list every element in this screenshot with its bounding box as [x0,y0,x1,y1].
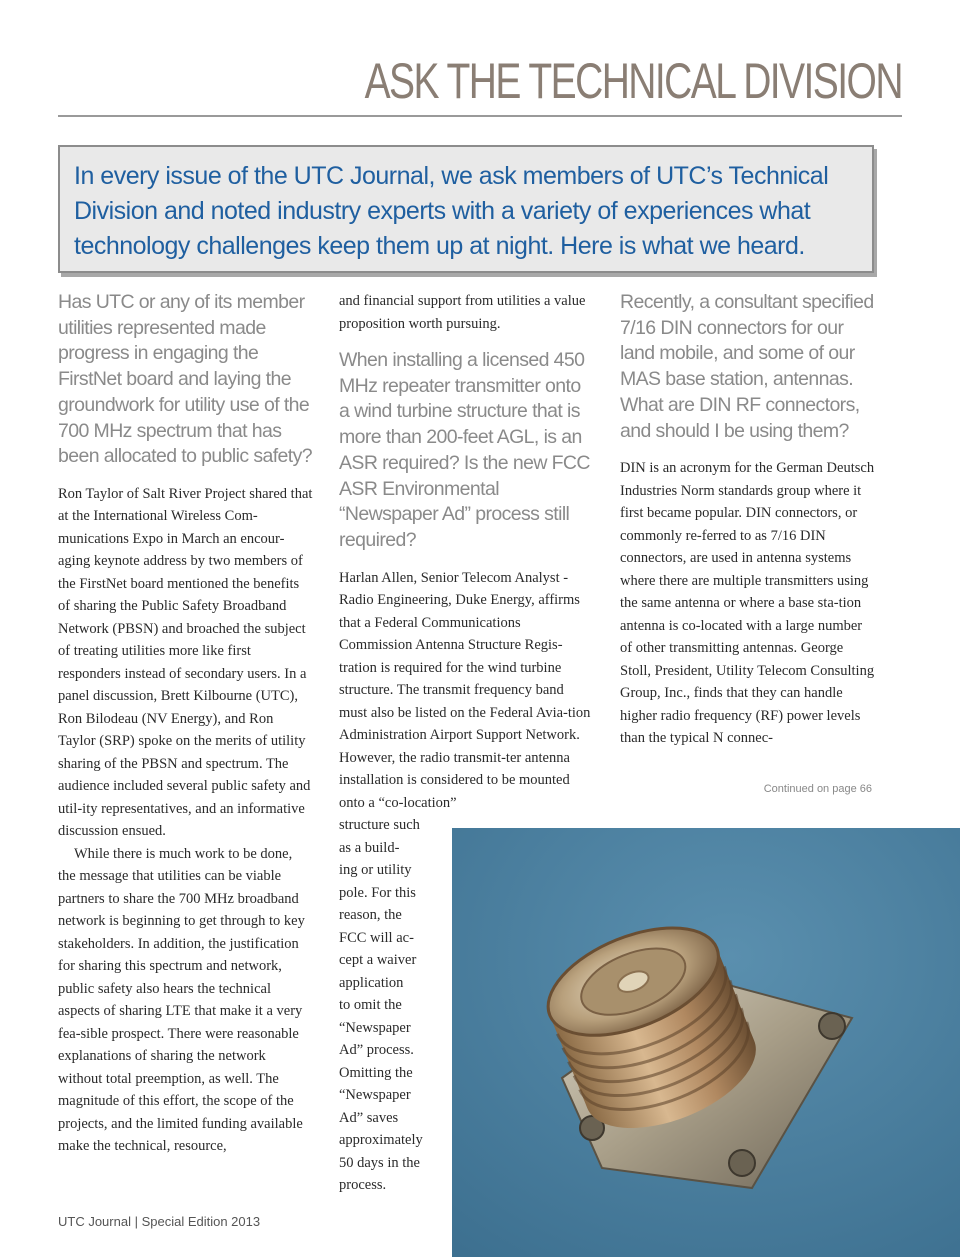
narrow-line: process. [339,1177,387,1194]
narrow-line: ing or utility [339,862,412,879]
answer-1-paragraph-1: Ron Taylor of Salt River Project shared that at the International Wireless Com-munications Expo in March an encour-aging keynote address by two members of the FirstNet board mentioned the benefits of sharing the Public Safety Broadband Network (PBSN) and broached the subject of treating utilities more like first responders instead of secondary users. In a panel discussion, Brett Kilbourne (UTC), Ron Bilodeau (NV Energy), and Ron Taylor (SRP) spoke on the merits of utility sharing of the PBSN and spectrum. The audience included several public safety and util-ity representatives, and an informative discussion ensued. [58,485,313,840]
narrow-line: cept a waiver [339,952,417,969]
narrow-line: application [339,974,404,991]
page-footer: UTC Journal | Special Edition 2013 [58,1214,261,1229]
mounting-hole [729,1150,755,1176]
column-3 [620,290,875,750]
narrow-line: Ad” saves [339,1109,399,1126]
title-rule [58,115,902,117]
narrow-line: as a build- [339,839,400,856]
intro-box [58,145,874,273]
din-connector-photo [452,828,960,1257]
continued-note: Continued on page 66 [763,783,872,795]
narrow-line: “Newspaper [339,1019,411,1036]
connector-illustration [452,828,960,1257]
narrow-line: Omitting the [339,1064,413,1081]
narrow-line: Ad” process. [339,1042,414,1059]
narrow-line: pole. For this [339,884,416,901]
narrow-line: to omit the [339,997,402,1014]
question-3: Recently, a consultant specified 7/16 DIN connectors for our land mobile, and some of our MAS base station, antennas. What are DIN RF connectors, and should I be using them? [620,291,874,442]
mounting-hole [819,1013,845,1039]
narrow-line: structure such [339,817,420,834]
narrow-line: 50 days in the [339,1154,420,1171]
column-1 [58,290,313,1158]
narrow-line: reason, the [339,907,402,924]
question-1: Has UTC or any of its member utilities represented made progress in engaging the FirstNet board and laying the groundwork for utility use of the 700 MHz spectrum that has been allocated to public safety? [58,291,312,468]
narrow-line: “Newspaper [339,1087,411,1104]
section-title: ASK THE TECHNICAL DIVISION [364,53,902,109]
intro-text: In every issue of the UTC Journal, we ask members of UTC’s Technical Division and noted industry experts with a variety of experiences what technology challenges keep them up at night. Here is what we heard. [74,162,829,260]
narrow-line: approximately [339,1132,423,1149]
narrow-line: FCC will ac- [339,929,414,946]
question-2: When installing a licensed 450 MHz repeater transmitter onto a wind turbine structure that is more than 200-feet AGL, is an ASR required? Is the new FCC ASR Environmental “Newspaper Ad” process still required? [339,349,590,551]
answer-3-paragraph-1: DIN is an acronym for the German Deutsch Industries Norm standards group where it first became popular. DIN connectors, or commonly re-ferred to as 7/16 DIN connectors, are used in antenna systems where there are multiple transmitters using the same antenna or where a base sta-tion antenna is co-located with a large number of other transmitting antennas. George Stoll, President, Utility Telecom Consulting Group, Inc., finds that they can handle higher radio frequency (RF) power levels than the typical N connec- [620,460,875,747]
answer-1-continuation: and financial support from utilities a value proposition worth pursuing. [339,293,586,332]
answer-2-paragraph-1: Harlan Allen, Senior Telecom Analyst - Radio Engineering, Duke Energy, affirms that a Federal Communications Commission Antenna Structure Regis-tration is required for the wind turbine structure. The transmit frequency band must also be listed on the Federal Avia-tion Administration Airport Support Network. However, the radio transmit-ter antenna installation is considered to be mounted onto a “co-location” [339,569,591,811]
answer-1-paragraph-2: While there is much work to be done, the message that utilities can be viable partners to share the 700 MHz broadband network is beginning to get through to key stakeholders. In addition, the justification for sharing this spectrum and network, public safety also hears the technical aspects of sharing LTE that make it a very fea-sible prospect. There were reasonable explanations of sharing the network without total preemption, as well. The magnitude of this effort, the scope of the projects, and the limited funding available make the technical, resource, [58,845,305,1155]
